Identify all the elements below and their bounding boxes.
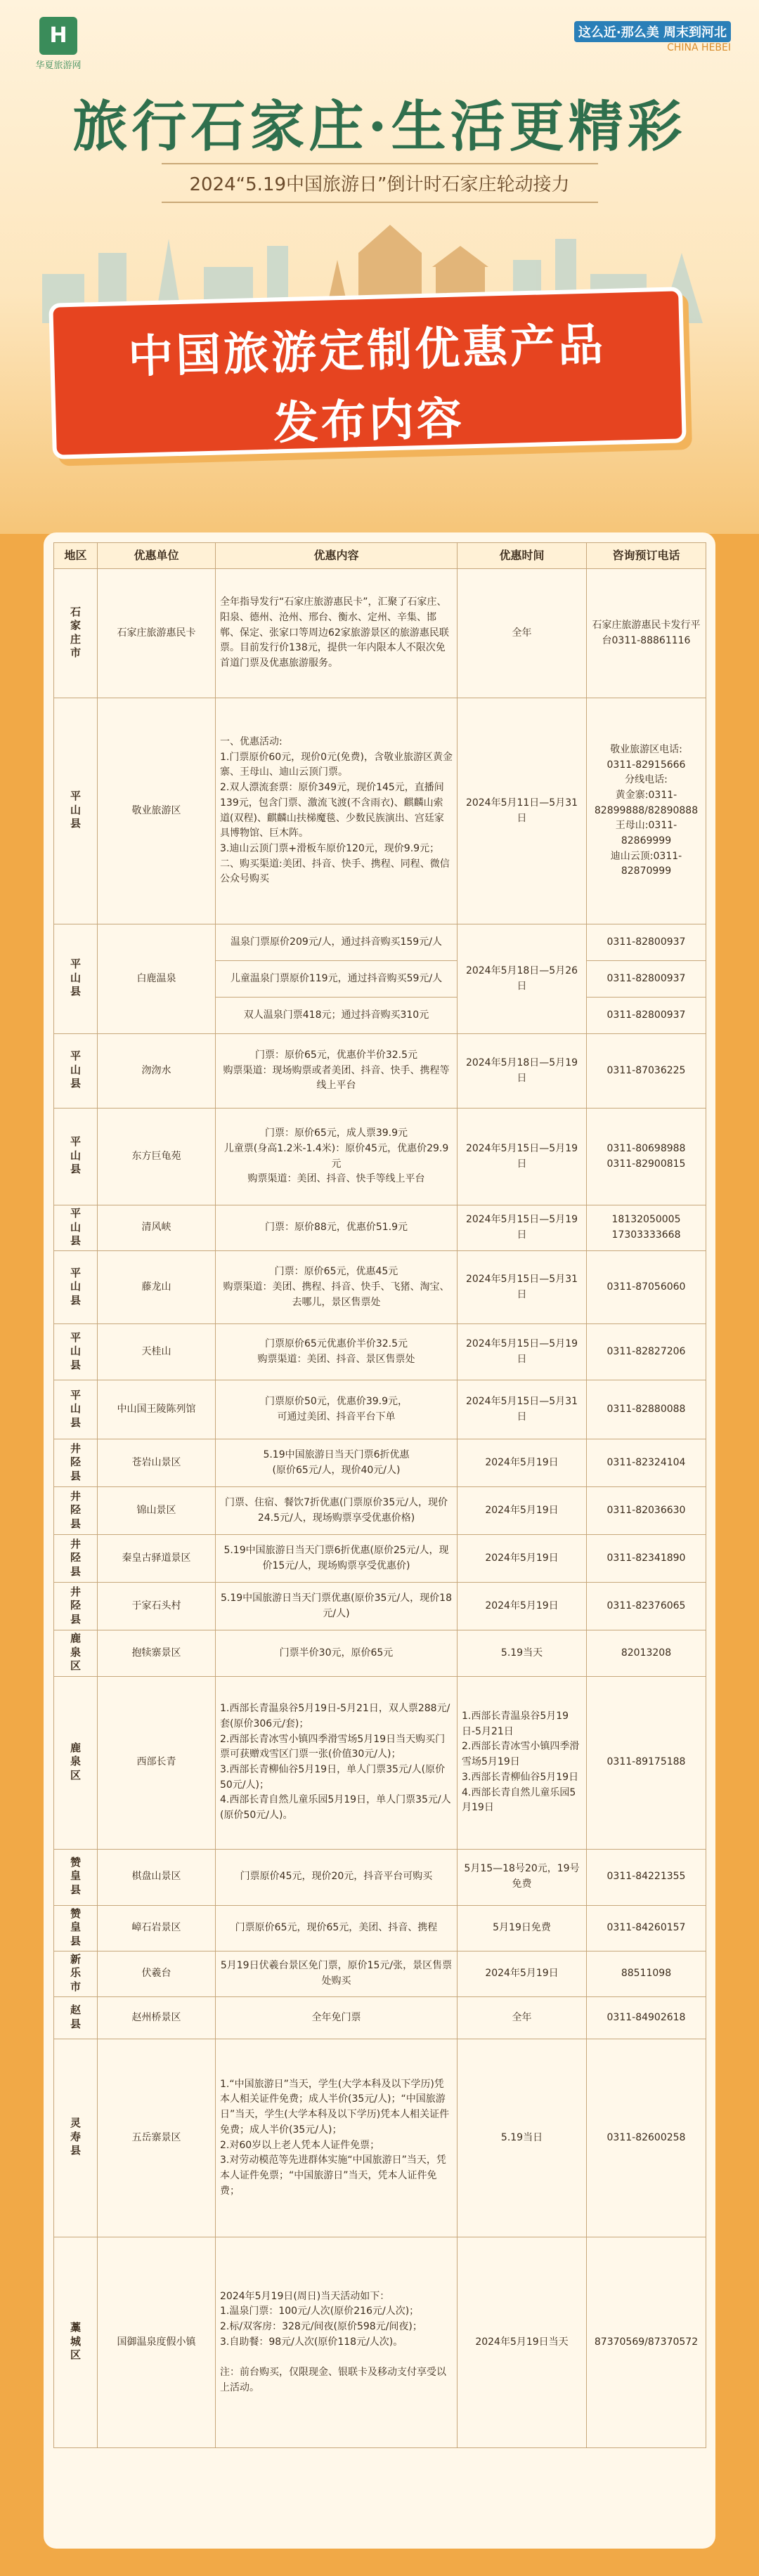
logo-mark-icon: H [39, 17, 77, 55]
area-cell: 石家庄市 [54, 569, 98, 698]
area-cell: 藁城区 [54, 2237, 98, 2448]
unit-cell: 嶂石岩景区 [98, 1905, 216, 1951]
time-cell: 2024年5月15日—5月19日 [458, 1109, 587, 1205]
content-cell: 一、优惠活动: 1.门票原价60元，现价0元(免费)，含敬业旅游区黄金寨、王母山、迪山云顶门票。 2.双人漂流套票：原价349元，现价145元，直播间139元，包含门票、激流飞渡(不含雨衣)、麒麟山索道(双程)、麒麟山扶梯魔毯、少数民族演出、宫廷家具博物馆、巨木阵。 3.迪山云顶门票+滑板车原价120元，现价9.9元； 二、购买渠道:美团、抖音、快手、携程、同程、微信公众号购买 [216, 698, 458, 924]
content-cell: 门票原价65元，现价65元，美团、抖音、携程 [216, 1905, 458, 1951]
time-cell: 2024年5月15日—5月31日 [458, 1380, 587, 1439]
phone-cell: 0311-82880088 [587, 1380, 706, 1439]
table-row [54, 2039, 706, 2237]
table-row [54, 1849, 706, 1905]
logo-left-text: 华夏旅游网 [35, 60, 82, 71]
time-cell: 全年 [458, 569, 587, 698]
table-row [54, 2237, 706, 2448]
unit-cell: 西部长青 [98, 1676, 216, 1849]
phone-cell: 0311-82600258 [587, 2039, 706, 2237]
header-phone: 咨询预订电话 [587, 543, 706, 569]
title-banner [48, 287, 687, 459]
area-cell: 赞皇县 [54, 1905, 98, 1951]
unit-cell: 伏羲台 [98, 1951, 216, 1996]
header-area: 地区 [54, 543, 98, 569]
phone-cell: 0311-87056060 [587, 1251, 706, 1324]
table-row [54, 1034, 706, 1109]
time-cell: 2024年5月15日—5月19日 [458, 1205, 587, 1251]
area-cell: 平山县 [54, 698, 98, 924]
table-row [54, 569, 706, 698]
phone-cell: 0311-82036630 [587, 1487, 706, 1535]
area-cell: 井陉县 [54, 1583, 98, 1630]
phone-cell: 0311-82827206 [587, 1324, 706, 1380]
unit-cell: 于家石头村 [98, 1583, 216, 1630]
area-cell: 赞皇县 [54, 1849, 98, 1905]
time-cell: 全年 [458, 1997, 587, 2039]
table-row [54, 1997, 706, 2039]
content-cell: 全年免门票 [216, 1997, 458, 2039]
table-row [54, 1205, 706, 1251]
unit-cell: 沕沕水 [98, 1034, 216, 1109]
area-cell: 平山县 [54, 1324, 98, 1380]
unit-cell: 苍岩山景区 [98, 1439, 216, 1487]
page-slogan: 旅行石家庄·生活更精彩 [72, 95, 687, 159]
phone-cell: 0311-80698988 0311-82900815 [587, 1109, 706, 1205]
area-cell: 平山县 [54, 1034, 98, 1109]
table-row [54, 1487, 706, 1535]
header-time: 优惠时间 [458, 543, 587, 569]
banner-title-line2: 发布内容 [272, 393, 465, 450]
logo-left [20, 17, 97, 71]
unit-cell: 国御温泉度假小镇 [98, 2237, 216, 2448]
phone-cell: 0311-82800937 [587, 998, 706, 1034]
table-row [54, 1251, 706, 1324]
offers-table [53, 542, 706, 2448]
subtitle-text: 2024“5.19中国旅游日”倒计时石家庄轮动接力 [162, 163, 598, 203]
unit-cell: 中山国王陵陈列馆 [98, 1380, 216, 1439]
content-cell: 5.19中国旅游日当天门票6折优惠(原价25元/人，现价15元/人，现场购票享受优惠价) [216, 1535, 458, 1583]
content-cell: 5.19中国旅游日当天门票优惠(原价35元/人，现价18元/人) [216, 1583, 458, 1630]
phone-cell: 82013208 [587, 1630, 706, 1676]
content-cell: 双人温泉门票418元；通过抖音购买310元 [216, 998, 458, 1034]
unit-cell: 白鹿温泉 [98, 924, 216, 1034]
content-cell: 门票、住宿、餐饮7折优惠(门票原价35元/人，现价24.5元/人，现场购票享受优惠价格) [216, 1487, 458, 1535]
unit-cell: 抱犊寨景区 [98, 1630, 216, 1676]
content-cell: 5月19日伏羲台景区免门票，原价15元/张，景区售票处购买 [216, 1951, 458, 1996]
content-cell: 温泉门票原价209元/人，通过抖音购买159元/人 [216, 924, 458, 961]
phone-cell: 石家庄旅游惠民卡发行平台0311-88861116 [587, 569, 706, 698]
time-cell: 2024年5月19日 [458, 1535, 587, 1583]
area-cell: 新乐市 [54, 1951, 98, 1996]
content-cell: 门票原价65元优惠价半价32.5元 购票渠道：美团、抖音、景区售票处 [216, 1324, 458, 1380]
logo-right-sub: CHINA HEBEI [667, 42, 731, 53]
content-card [44, 532, 715, 2549]
content-cell: 门票：原价88元，优惠价51.9元 [216, 1205, 458, 1251]
time-cell: 5.19当日 [458, 2039, 587, 2237]
phone-cell: 0311-84221355 [587, 1849, 706, 1905]
time-cell: 2024年5月19日 [458, 1583, 587, 1630]
unit-cell: 藤龙山 [98, 1251, 216, 1324]
phone-cell: 0311-82800937 [587, 961, 706, 998]
table-row [54, 1109, 706, 1205]
unit-cell: 清风峡 [98, 1205, 216, 1251]
unit-cell: 东方巨龟苑 [98, 1109, 216, 1205]
phone-cell: 0311-82324104 [587, 1439, 706, 1487]
phone-cell: 敬业旅游区电话: 0311-82915666 分线电话: 黄金寨:0311-82899888/82890888 王母山:0311-82869999 迪山云顶:0311-82870999 [587, 698, 706, 924]
phone-cell: 0311-82376065 [587, 1583, 706, 1630]
time-cell: 1.西部长青温泉谷5月19日-5月21日 2.西部长青冰雪小镇四季滑雪场5月19日 3.西部长青柳仙谷5月19日 4.西部长青自然儿童乐园5月19日 [458, 1676, 587, 1849]
time-cell: 5月19日免费 [458, 1905, 587, 1951]
phone-cell: 18132050005 17303333668 [587, 1205, 706, 1251]
table-row [54, 1439, 706, 1487]
area-cell: 鹿泉区 [54, 1676, 98, 1849]
phone-cell: 0311-84902618 [587, 1997, 706, 2039]
content-cell: 全年指导发行“石家庄旅游惠民卡”，汇聚了石家庄、阳泉、德州、沧州、邢台、衡水、定州、辛集、邯郸、保定、张家口等周边62家旅游景区的旅游惠民联票。目前发行价138元，提供一年内限本人不限次免首道门票及优惠旅游服务。 [216, 569, 458, 698]
banner-title-line1: 中国旅游定制优惠产品 [127, 319, 607, 384]
table-header-row [54, 543, 706, 569]
table-row [54, 698, 706, 924]
time-cell: 5.19当天 [458, 1630, 587, 1676]
area-cell: 平山县 [54, 924, 98, 1034]
area-cell: 灵寿县 [54, 2039, 98, 2237]
content-cell: 门票原价50元，优惠价39.9元， 可通过美团、抖音平台下单 [216, 1380, 458, 1439]
table-row [54, 924, 706, 961]
time-cell: 2024年5月19日 [458, 1487, 587, 1535]
content-cell: 2024年5月19日(周日)当天活动如下： 1.温泉门票：100元/人次(原价216元/人次)； 2.标/双客房：328元/间夜(原价598元/间夜)； 3.自助餐：98元/人次(原价118元/人次)。 注：前台购买，仅限现金、银联卡及移动支付享受以上活动。 [216, 2237, 458, 2448]
unit-cell: 锦山景区 [98, 1487, 216, 1535]
content-cell: 1.西部长青温泉谷5月19日-5月21日，双人票288元/套(原价306元/套)； 2.西部长青冰雪小镇四季滑雪场5月19日当天购买门票可获赠戏雪区门票一张(价值30元/人)； 3.西部长青柳仙谷5月19日，单人门票35元/人(原价50元/人)； 4.西部长青自然儿童乐园5月19日，单人门票35元/人(原价50元/人)。 [216, 1676, 458, 1849]
phone-cell: 88511098 [587, 1951, 706, 1996]
table-row [54, 1951, 706, 1996]
content-cell: 门票半价30元，原价65元 [216, 1630, 458, 1676]
page-subtitle [0, 163, 759, 203]
logo-right [574, 21, 731, 53]
unit-cell: 棋盘山景区 [98, 1849, 216, 1905]
content-cell: 门票原价45元，现价20元，抖音平台可购买 [216, 1849, 458, 1905]
time-cell: 2024年5月15日—5月31日 [458, 1251, 587, 1324]
content-cell: 1.“中国旅游日”当天，学生(大学本科及以下学历)凭本人相关证件免费；成人半价(35元/人)；“中国旅游日”当天，学生(大学本科及以下学历)凭本人相关证件免费；成人半价(35元/人)； 2.对60岁以上老人凭本人证件免票； 3.对劳动模范等先进群体实施“中国旅游日”当天，凭本人证件免票；“中国旅游日”当天，凭本人证件免费； [216, 2039, 458, 2237]
area-cell: 平山县 [54, 1251, 98, 1324]
content-cell: 门票：原价65元，优惠价半价32.5元 购票渠道：现场购票或者美团、抖音、快手、携程等线上平台 [216, 1034, 458, 1109]
table-row [54, 1380, 706, 1439]
phone-cell: 0311-82341890 [587, 1535, 706, 1583]
area-cell: 井陉县 [54, 1487, 98, 1535]
content-cell: 门票：原价65元，优惠45元 购票渠道：美团、携程、抖音、快手、飞猪、淘宝、去哪儿，景区售票处 [216, 1251, 458, 1324]
area-cell: 赵县 [54, 1997, 98, 2039]
unit-cell: 秦皇古驿道景区 [98, 1535, 216, 1583]
table-row [54, 1676, 706, 1849]
unit-cell: 天桂山 [98, 1324, 216, 1380]
area-cell: 平山县 [54, 1109, 98, 1205]
header-content: 优惠内容 [216, 543, 458, 569]
area-cell: 鹿泉区 [54, 1630, 98, 1676]
unit-cell: 赵州桥景区 [98, 1997, 216, 2039]
table-row [54, 1905, 706, 1951]
table-row [54, 1535, 706, 1583]
content-cell: 门票：原价65元，成人票39.9元 儿童票(身高1.2米-1.4米)：原价45元，优惠价29.9元 购票渠道：美团、抖音、快手等线上平台 [216, 1109, 458, 1205]
time-cell: 2024年5月19日 [458, 1951, 587, 1996]
table-row [54, 1583, 706, 1630]
time-cell: 2024年5月19日当天 [458, 2237, 587, 2448]
phone-cell: 0311-82800937 [587, 924, 706, 961]
content-cell: 5.19中国旅游日当天门票6折优惠 (原价65元/人，现价40元/人) [216, 1439, 458, 1487]
area-cell: 井陉县 [54, 1535, 98, 1583]
area-cell: 平山县 [54, 1380, 98, 1439]
unit-cell: 石家庄旅游惠民卡 [98, 569, 216, 698]
time-cell: 2024年5月11日—5月31日 [458, 698, 587, 924]
logo-right-main: 这么近·那么美 周末到河北 [574, 21, 731, 42]
unit-cell: 五岳寨景区 [98, 2039, 216, 2237]
table-row [54, 1324, 706, 1380]
area-cell: 平山县 [54, 1205, 98, 1251]
unit-cell: 敬业旅游区 [98, 698, 216, 924]
time-cell: 2024年5月19日 [458, 1439, 587, 1487]
table-row [54, 1630, 706, 1676]
content-cell: 儿童温泉门票原价119元，通过抖音购买59元/人 [216, 961, 458, 998]
phone-cell: 87370569/87370572 [587, 2237, 706, 2448]
phone-cell: 0311-87036225 [587, 1034, 706, 1109]
phone-cell: 0311-89175188 [587, 1676, 706, 1849]
time-cell: 5月15—18号20元，19号免费 [458, 1849, 587, 1905]
header-unit: 优惠单位 [98, 543, 216, 569]
time-cell: 2024年5月18日—5月26日 [458, 924, 587, 1034]
time-cell: 2024年5月18日—5月19日 [458, 1034, 587, 1109]
area-cell: 井陉县 [54, 1439, 98, 1487]
time-cell: 2024年5月15日—5月19日 [458, 1324, 587, 1380]
phone-cell: 0311-84260157 [587, 1905, 706, 1951]
